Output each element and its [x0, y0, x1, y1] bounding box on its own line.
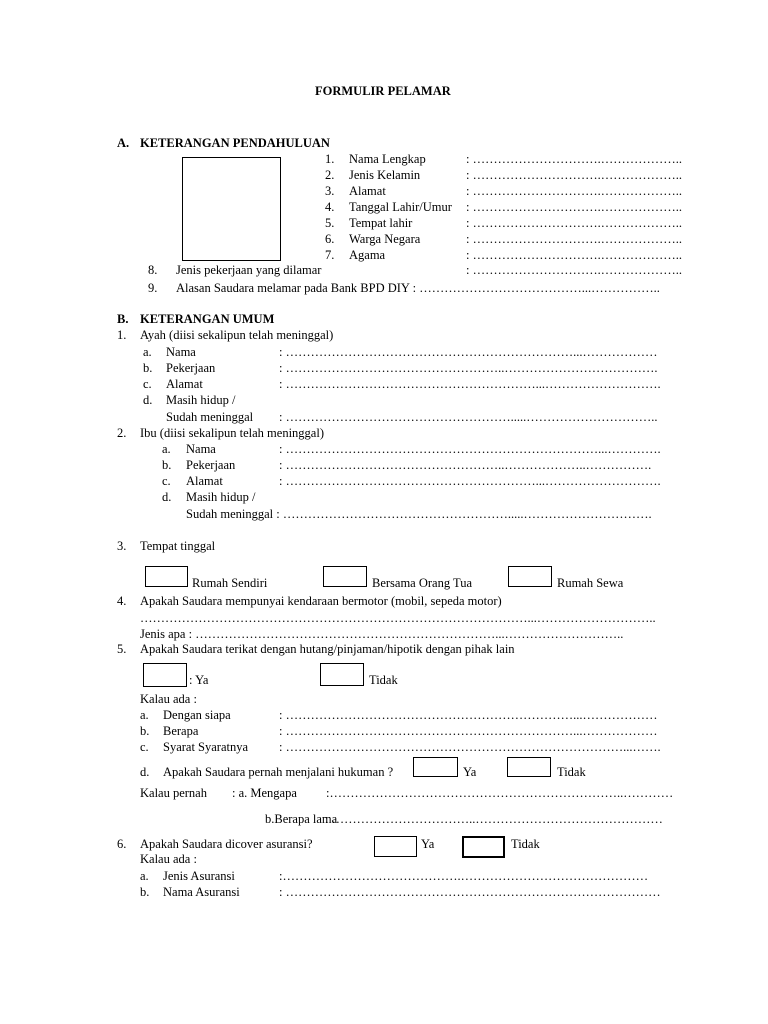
q5-letter: c. [140, 740, 149, 754]
q2-value-nama[interactable]: : …………………………………………………………………...…………. [279, 442, 661, 456]
q1-label-sudah-meninggal: Sudah meninggal [166, 410, 254, 424]
q4-answer-line[interactable]: …………………………………………………………………………………...……………………….. [140, 611, 656, 625]
q5-letter: b. [140, 724, 150, 738]
q5-label-dengan-siapa: Dengan siapa [163, 708, 231, 722]
q2-letter: c. [162, 474, 171, 488]
field-label-jenis-kelamin: Jenis Kelamin [349, 168, 421, 182]
field-number: 5. [325, 216, 335, 230]
q6-tidak-checkbox[interactable] [462, 836, 505, 858]
q2-label-masih-hidup: Masih hidup / [186, 490, 256, 504]
q5d-text: Apakah Saudara pernah menjalani hukuman ? [163, 765, 394, 779]
q2-number: 2. [117, 426, 127, 440]
field-value-tanggal-lahir[interactable]: : ………………………….……………….. [466, 200, 682, 214]
q1-text: Ayah (diisi sekalipun telah meninggal) [140, 328, 334, 342]
q5-ya-label: : Ya [189, 673, 209, 687]
q5d-ya-label: Ya [463, 765, 477, 779]
field-label-nama-lengkap: Nama Lengkap [349, 152, 426, 166]
q5-text: Apakah Saudara terikat dengan hutang/pinjaman/hipotik dengan pihak lain [140, 642, 515, 656]
field-number: 7. [325, 248, 335, 262]
q6-tidak-label: Tidak [511, 837, 540, 851]
field-number: 1. [325, 152, 335, 166]
q1-label-masih-hidup: Masih hidup / [166, 393, 236, 407]
q5-tidak-label: Tidak [369, 673, 398, 687]
field-number: 6. [325, 232, 335, 246]
q2-value-pekerjaan[interactable]: : ……………………………………………..………………..……………. [279, 458, 652, 472]
q6-letter: a. [140, 869, 149, 883]
q2-letter: d. [162, 490, 172, 504]
q5-mengapa-value[interactable]: :……………………………………………………………..………… [326, 786, 674, 800]
section-a-heading: KETERANGAN PENDAHULUAN [140, 136, 330, 150]
q6-letter: b. [140, 885, 150, 899]
q2-value-alamat[interactable]: : ……………………………………………………...………………………. [279, 474, 661, 488]
q2-label-pekerjaan: Pekerjaan [186, 458, 236, 472]
q6-number: 6. [117, 837, 127, 851]
field-value-warga-negara[interactable]: : ………………………….……………….. [466, 232, 682, 246]
field-label-agama: Agama [349, 248, 386, 262]
field-number: 3. [325, 184, 335, 198]
q5-kalau-pernah: Kalau pernah [140, 786, 207, 800]
q5d-tidak-checkbox[interactable] [507, 757, 551, 777]
q1-letter: c. [143, 377, 152, 391]
q2-label-alamat: Alamat [186, 474, 223, 488]
q1-letter: b. [143, 361, 153, 375]
q5-berapa-lama-label: b.Berapa lama [265, 812, 338, 826]
field-label-alamat: Alamat [349, 184, 386, 198]
q5-label-syarat: Syarat Syaratnya [163, 740, 249, 754]
option-bersama-orang-tua: Bersama Orang Tua [372, 576, 472, 590]
q1-letter: a. [143, 345, 152, 359]
q1-label-pekerjaan: Pekerjaan [166, 361, 216, 375]
rumah-sewa-checkbox[interactable] [508, 566, 552, 587]
section-b-number: B. [117, 312, 129, 326]
q5-value-berapa[interactable]: : ……………………………………………………………...……………… [279, 724, 658, 738]
item-9-number: 9. [148, 281, 158, 295]
q5d-tidak-label: Tidak [557, 765, 586, 779]
q5-value-syarat[interactable]: : ………………………………………………………………………...……. [279, 740, 661, 754]
section-a-number: A. [117, 136, 130, 150]
q6-value-nama-asuransi[interactable]: : ……………………………………………………………………………… [279, 885, 661, 899]
q2-label-nama: Nama [186, 442, 216, 456]
q1-label-alamat: Alamat [166, 377, 203, 391]
section-b-heading: KETERANGAN UMUM [140, 312, 275, 326]
field-label-tempat-lahir: Tempat lahir [349, 216, 413, 230]
q1-value-nama[interactable]: : ……………………………………………………………...……………… [279, 345, 658, 359]
field-value-nama-lengkap[interactable]: : ………………………….……………….. [466, 152, 682, 166]
q6-value-jenis-asuransi[interactable]: :…………………………………….……………………………………… [279, 869, 649, 883]
rumah-sendiri-checkbox[interactable] [145, 566, 188, 587]
q4-jenis-line[interactable]: Jenis apa : ………………………………………………………………...……………………….. [140, 627, 624, 641]
field-label-warga-negara: Warga Negara [349, 232, 421, 246]
q2-status-line[interactable]: Sudah meninggal : ……………………………………………….....…………………………. [186, 507, 652, 521]
field-number: 4. [325, 200, 335, 214]
photo-box[interactable] [182, 157, 281, 261]
q1-value-pekerjaan[interactable]: : ……………………………………………..………………………………. [279, 361, 658, 375]
option-rumah-sewa: Rumah Sewa [557, 576, 624, 590]
item-9-text[interactable]: Alasan Saudara melamar pada Bank BPD DIY : …………………………………...…………….. [176, 281, 660, 295]
q5-kalau-ada: Kalau ada : [140, 692, 197, 706]
q3-text: Tempat tinggal [140, 539, 216, 553]
q5-tidak-checkbox[interactable] [320, 663, 364, 686]
field-value-tempat-lahir[interactable]: : ………………………….……………….. [466, 216, 682, 230]
q5d-ya-checkbox[interactable] [413, 757, 458, 777]
field-label-tanggal-lahir: Tanggal Lahir/Umur [349, 200, 452, 214]
q5d-letter: d. [140, 765, 150, 779]
item-8-number: 8. [148, 263, 158, 277]
q1-letter: d. [143, 393, 153, 407]
form-title: FORMULIR PELAMAR [315, 84, 451, 98]
q6-kalau-ada: Kalau ada : [140, 852, 197, 866]
q5-number: 5. [117, 642, 127, 656]
bersama-orang-tua-checkbox[interactable] [323, 566, 367, 587]
q4-text: Apakah Saudara mempunyai kendaraan bermotor (mobil, sepeda motor) [140, 594, 502, 608]
q1-value-alamat[interactable]: : ……………………………………………………...………………………. [279, 377, 661, 391]
q5-label-berapa: Berapa [163, 724, 199, 738]
q1-number: 1. [117, 328, 127, 342]
q6-ya-label: Ya [421, 837, 435, 851]
q6-label-nama-asuransi: Nama Asuransi [163, 885, 240, 899]
q3-number: 3. [117, 539, 127, 553]
q1-value-status[interactable]: : ……………………………………………….....………………………….. [279, 410, 658, 424]
q1-label-nama: Nama [166, 345, 196, 359]
q5-ya-checkbox[interactable] [143, 663, 187, 687]
q2-letter: a. [162, 442, 171, 456]
q6-ya-checkbox[interactable] [374, 836, 417, 857]
q6-label-jenis-asuransi: Jenis Asuransi [163, 869, 235, 883]
q5-value-dengan-siapa[interactable]: : ……………………………………………………………...……………… [279, 708, 658, 722]
field-value-jenis-kelamin[interactable]: : ………………………….……………….. [466, 168, 682, 182]
q2-letter: b. [162, 458, 172, 472]
field-number: 2. [325, 168, 335, 182]
field-value-alamat[interactable]: : ………………………….……………….. [466, 184, 682, 198]
item-8-label: Jenis pekerjaan yang dilamar [176, 263, 322, 277]
q5-mengapa-label: : a. Mengapa [232, 786, 297, 800]
q2-text: Ibu (diisi sekalipun telah meninggal) [140, 426, 324, 440]
q5-letter: a. [140, 708, 149, 722]
q5-berapa-lama-value[interactable]: : ……………………………..……………………………………… [325, 812, 663, 826]
q6-text: Apakah Saudara dicover asuransi? [140, 837, 313, 851]
field-value-agama[interactable]: : ………………………….……………….. [466, 248, 682, 262]
option-rumah-sendiri: Rumah Sendiri [192, 576, 268, 590]
item-8-value[interactable]: : ………………………….……………….. [466, 263, 682, 277]
q4-number: 4. [117, 594, 127, 608]
